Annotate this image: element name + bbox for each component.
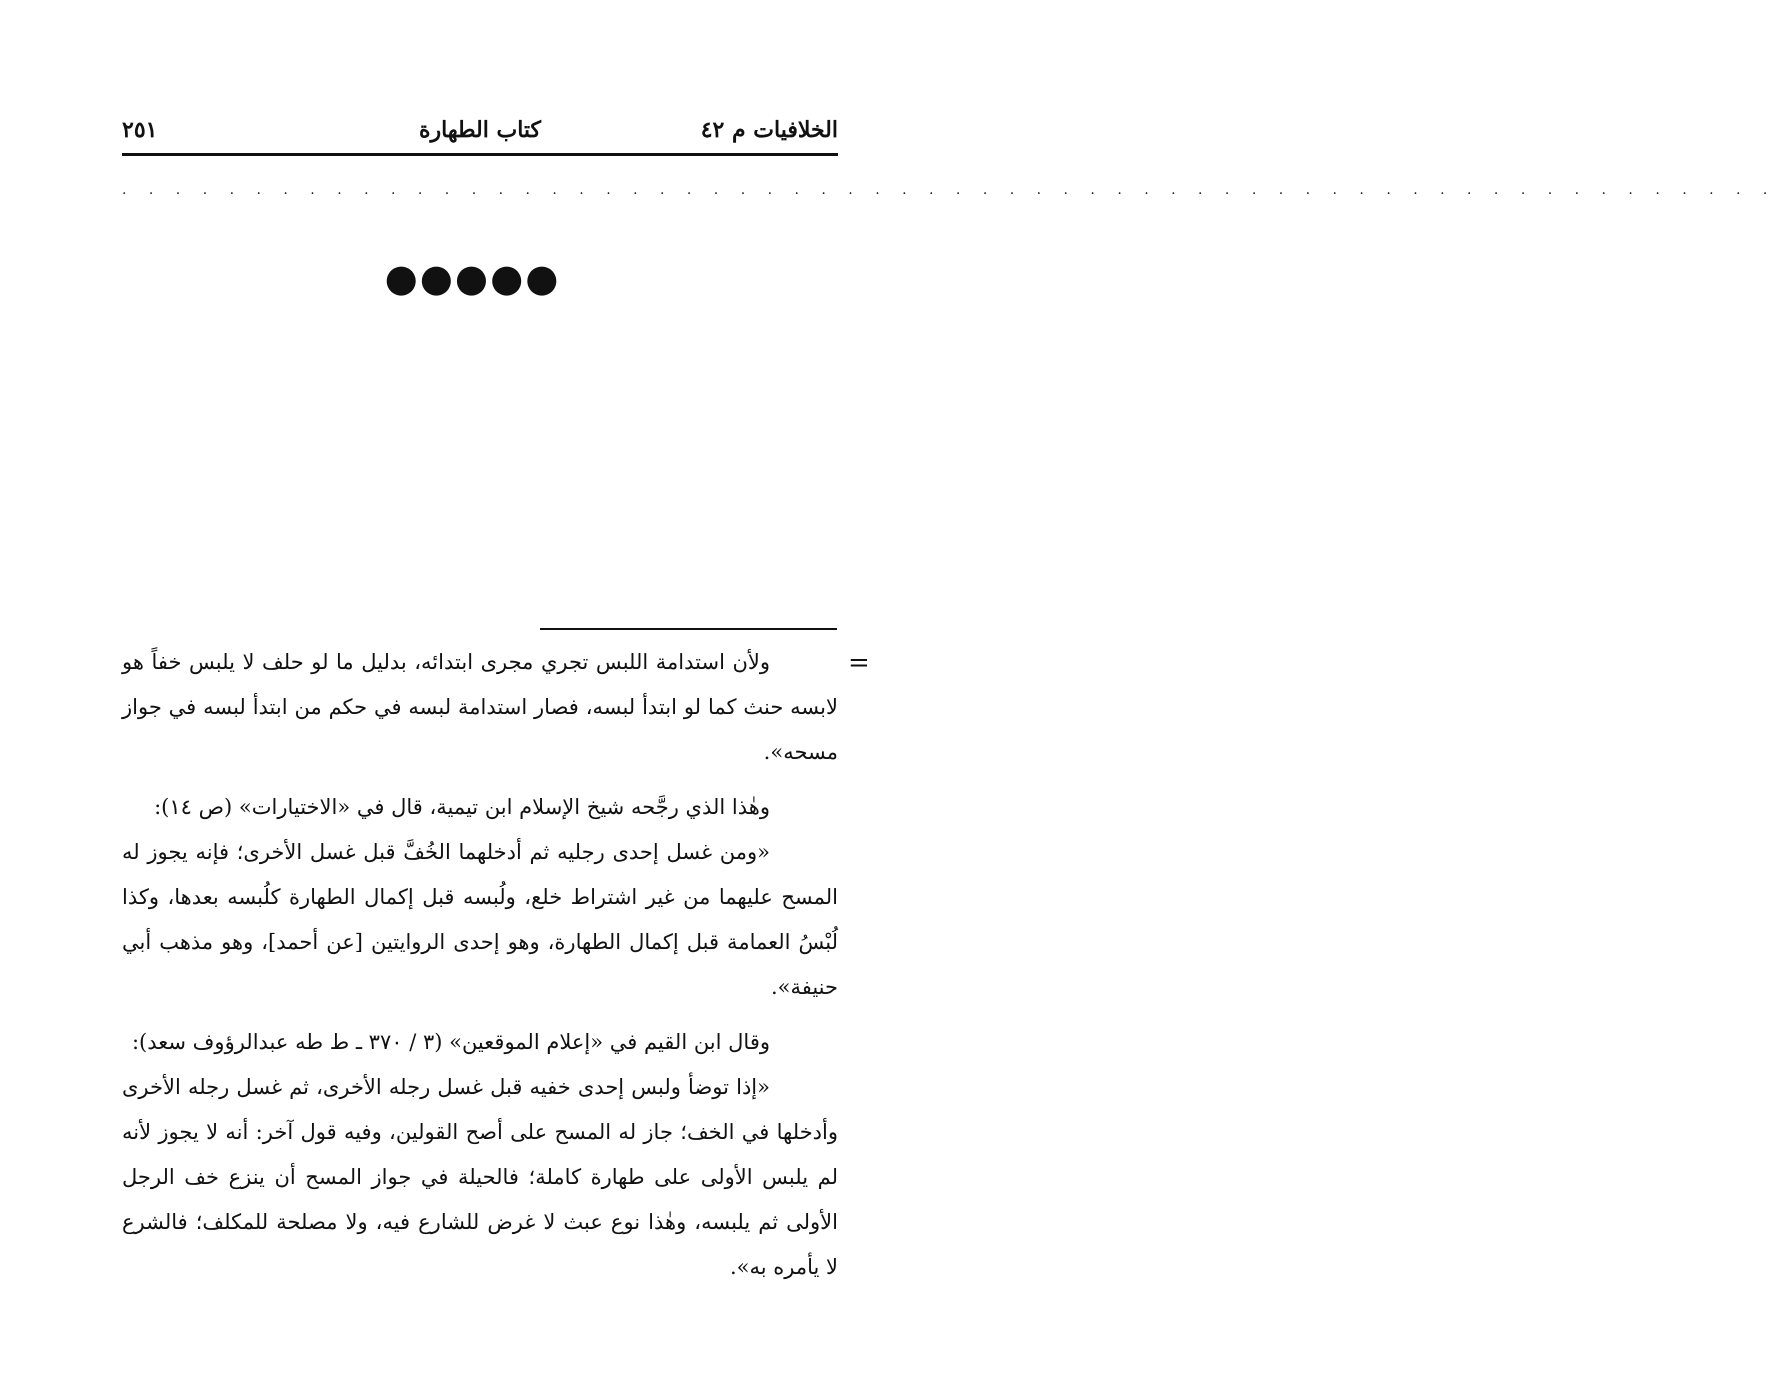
footnote-paragraph: وقال ابن القيم في «إعلام الموقعين» (٣ / ٣٧٠ ـ ط طه عبدالرؤوف سعد): xyxy=(131,1030,770,1054)
header-rule xyxy=(122,153,838,156)
chapter-title: كتاب الطهارة xyxy=(418,117,542,143)
book-label: الخلافيات م ٤٢ xyxy=(700,117,838,143)
continuation-mark: = xyxy=(848,648,870,678)
dotted-line: . . . . . . . . . . . . . . . . . . . . . . . . . . . . . . . . . . . . . . . . . . . . . . . . . . . . . . . . . . . . . . xyxy=(122,182,1776,198)
footnote-quote: «إذا توضأ ولبس إحدى خفيه قبل غسل رجله الأخرى، ثم غسل رجله الأخرى وأدخلها في الخف؛ جاز له المسح على أصح القولين، وفيه قول آخر: أنه لا يجوز لأنه لم يلبس الأولى على طهارة كاملة؛ فالحيلة في جواز المسح أن ينزع خف الرجل الأولى ثم يلبسه، وهٰذا نوع عبث لا غرض للشارع فيه، ولا مصلحة للمكلف؛ فالشرع لا يأمره به». xyxy=(122,1075,838,1279)
footnote-rule xyxy=(540,628,837,630)
running-header xyxy=(122,110,838,150)
page-number: ٢٥١ xyxy=(122,117,158,143)
footnote-paragraph: وهٰذا الذي رجَّحه شيخ الإسلام ابن تيمية، قال في «الاختيارات» (ص ١٤): xyxy=(154,795,770,819)
footnote-text xyxy=(122,640,838,1290)
section-separator: ●●●●● xyxy=(384,256,561,300)
footnote-quote: «ومن غسل إحدى رجليه ثم أدخلهما الخُفَّ قبل غسل الأخرى؛ فإنه يجوز له المسح عليهما من غير اشتراط خلع، ولُبسه قبل إكمال الطهارة كلُبسه بعدها، وكذا لُبْسُ العمامة قبل إكمال الطهارة، وهو إحدى الروايتين [عن أحمد]، وهو مذهب أبي حنيفة». xyxy=(122,840,838,999)
footnote-paragraph: ولأن استدامة اللبس تجري مجرى ابتدائه، بدليل ما لو حلف لا يلبس خفاً هو لابسه حنث كما لو ابتدأ لبسه، فصار استدامة لبسه في حكم من ابتدأ لبسه في جواز مسحه». xyxy=(122,650,838,764)
